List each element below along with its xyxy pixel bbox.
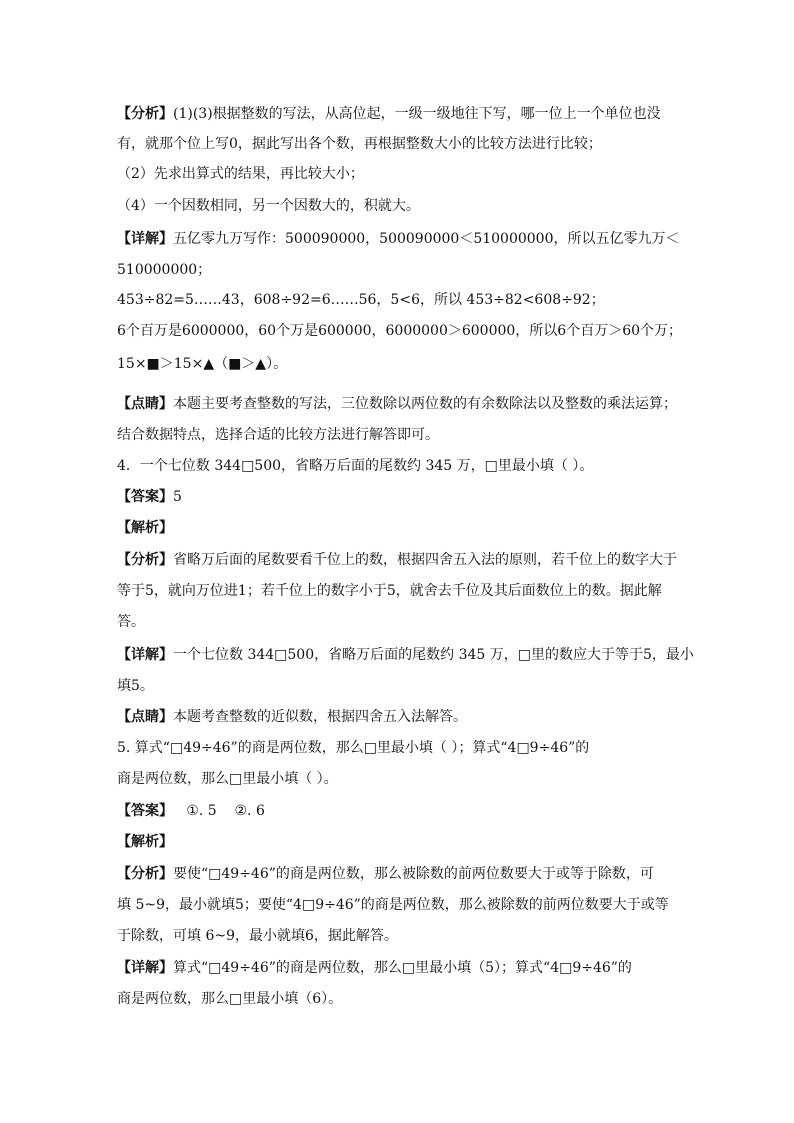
- line-text: 6个百万是6000000，60个万是600000，6000000＞600000，所以6个百万＞60个万；: [117, 323, 683, 339]
- text-line: [117, 354, 287, 374]
- text-line: [117, 487, 182, 507]
- line-text: ①. 5 ②. 6: [173, 803, 265, 819]
- line-text: 453÷82=5……43，608÷92=6……56，5<6，所以 453÷82<608÷92；: [117, 292, 605, 308]
- text-line: [117, 229, 680, 249]
- line-text: 省略万后面的尾数要看千位上的数，根据四舍五入法的原则，若千位上的数字大于: [173, 552, 677, 568]
- section-label: 【详解】: [117, 647, 173, 663]
- text-line: [117, 769, 338, 789]
- line-text: 本题主要考查整数的写法，三位数除以两位数的有余数除法以及整数的乘法运算；: [173, 396, 677, 412]
- line-text: 4．一个七位数 344□500，省略万后面的尾数约 345 万，□里最小填（ ）。: [117, 458, 594, 474]
- line-text: 算式“□49÷46”的商是两位数，那么□里最小填（5）；算式“4□9÷46”的: [173, 960, 632, 976]
- line-text: 5. 算式“□49÷46”的商是两位数，那么□里最小填（ ）；算式“4□9÷46”的: [117, 740, 590, 756]
- line-text: (1)(3)根据整数的写法，从高位起，一级一级地往下写，哪一位上一个单位也没: [173, 106, 661, 122]
- section-label: 【详解】: [117, 960, 173, 976]
- line-text: 本题考查整数的近似数，根据四舍五入法解答。: [173, 709, 467, 725]
- text-line: [117, 864, 654, 884]
- text-line: [117, 425, 439, 445]
- line-text: 结合数据特点，选择合适的比较方法进行解答即可。: [117, 427, 439, 443]
- line-text: 五亿零九万写作：500090000，500090000＜510000000，所以五亿零九万＜: [173, 231, 680, 247]
- section-label: 【点睛】: [117, 396, 173, 412]
- text-line: [117, 926, 398, 946]
- text-line: [117, 801, 265, 821]
- line-text: 510000000；: [117, 262, 212, 278]
- text-line: [117, 321, 682, 341]
- text-line: [117, 518, 173, 538]
- text-line: [117, 394, 677, 414]
- line-text: （4）一个因数相同，另一个因数大的，积就大。: [117, 198, 420, 214]
- text-line: [117, 260, 211, 280]
- line-text: （2）先求出算式的结果，再比较大小；: [117, 166, 364, 182]
- section-label: 【分析】: [117, 106, 173, 122]
- line-text: 商是两位数，那么□里最小填（6）。: [117, 991, 343, 1007]
- section-label: 【分析】: [117, 866, 173, 882]
- line-text: 5: [173, 489, 182, 505]
- text-line: [117, 581, 662, 601]
- text-line: [117, 134, 602, 154]
- line-text: 填 5~9，最小就填5；要使“4□9÷46”的商是两位数，那么被除数的前两位数要大于或等: [117, 897, 669, 913]
- line-text: 商是两位数，那么□里最小填（ ）。: [117, 771, 338, 787]
- section-label: 【点睛】: [117, 709, 173, 725]
- text-line: [117, 104, 661, 124]
- line-text: 填5。: [117, 678, 154, 694]
- text-line: [117, 676, 154, 696]
- text-line: [117, 550, 677, 570]
- text-line: [117, 612, 145, 632]
- text-line: [117, 832, 173, 852]
- text-line: [117, 895, 669, 915]
- section-label: 【详解】: [117, 231, 173, 247]
- section-label: 【分析】: [117, 552, 173, 568]
- text-line: [117, 164, 364, 184]
- line-text: 于除数，可填 6~9，最小就填6，据此解答。: [117, 928, 398, 944]
- text-line: [117, 456, 593, 476]
- section-label: 【答案】: [117, 803, 173, 819]
- text-line: [117, 707, 467, 727]
- line-text: 有，就那个位上写0，据此写出各个数，再根据整数大小的比较方法进行比较；: [117, 136, 602, 152]
- line-text: 一个七位数 344□500，省略万后面的尾数约 345 万，□里的数应大于等于5，最小: [173, 647, 694, 663]
- text-line: [117, 645, 694, 665]
- text-line: [117, 196, 420, 216]
- line-text: 等于5，就向万位进1；若千位上的数字小于5，就舍去千位及其后面数位上的数。据此解: [117, 583, 662, 599]
- line-text: 答。: [117, 614, 145, 630]
- text-line: [117, 290, 605, 310]
- section-label: 【解析】: [117, 834, 173, 850]
- section-label: 【答案】: [117, 489, 173, 505]
- section-label: 【解析】: [117, 520, 173, 536]
- line-text: 要使“□49÷46”的商是两位数，那么被除数的前两位数要大于或等于除数，可: [173, 866, 654, 882]
- text-line: [117, 989, 342, 1009]
- text-line: [117, 738, 589, 758]
- line-text: 15×■＞15×▲（■＞▲）。: [117, 356, 288, 372]
- text-line: [117, 958, 632, 978]
